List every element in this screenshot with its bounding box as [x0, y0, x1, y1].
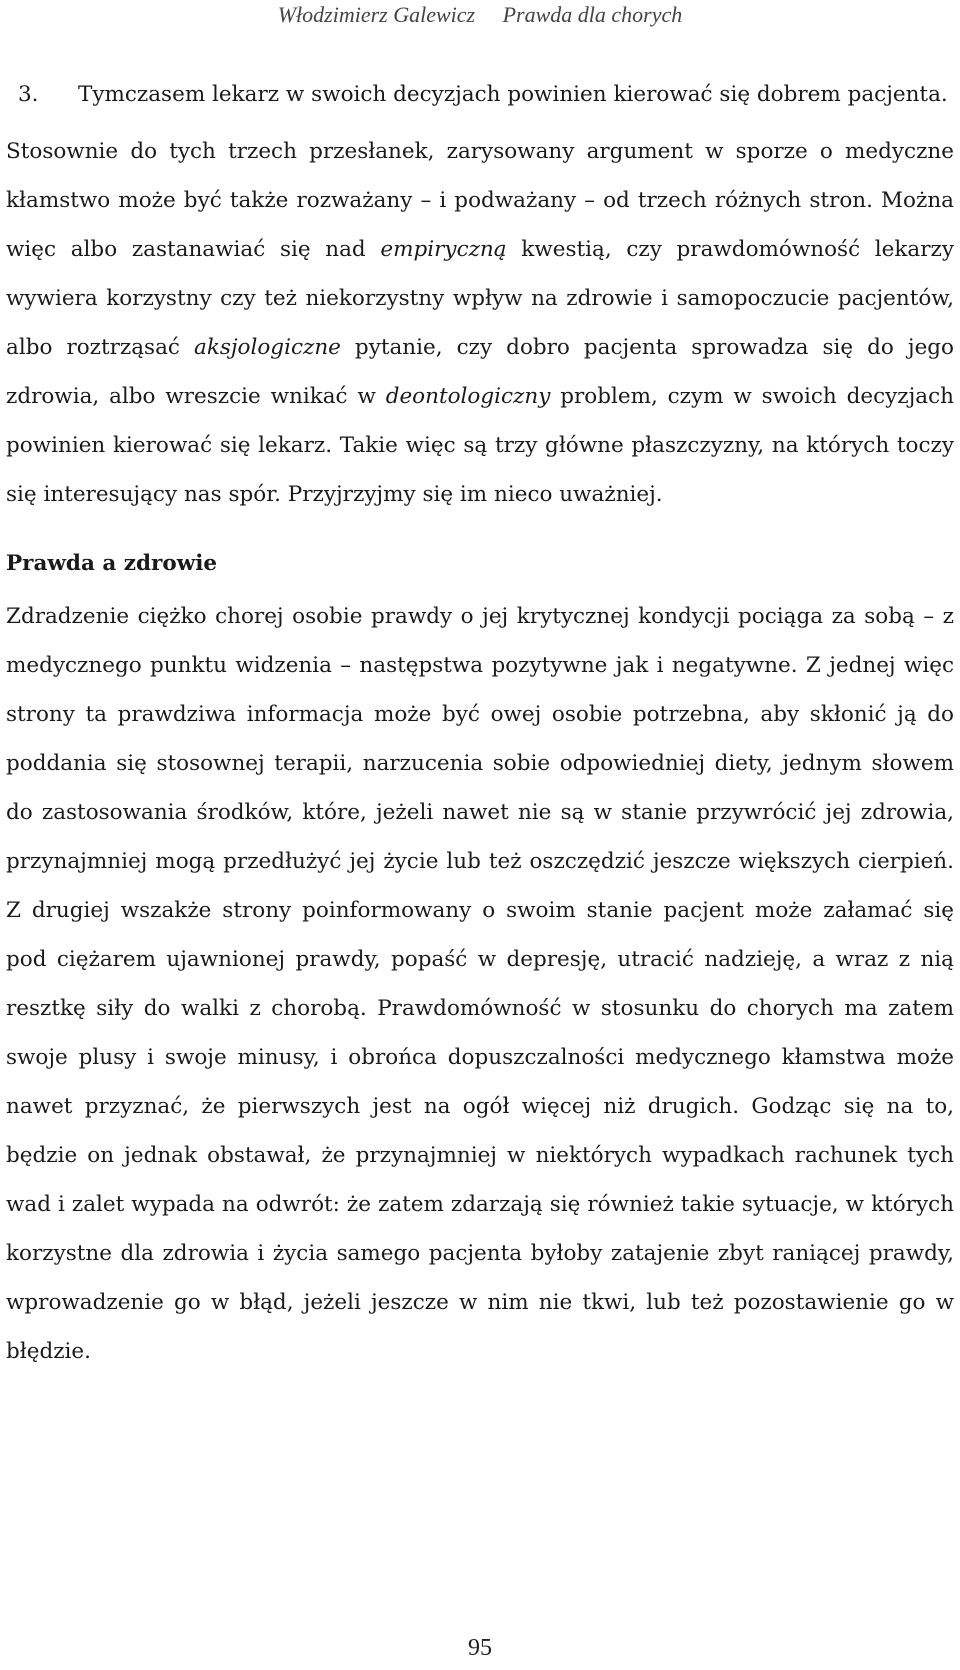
running-header [0, 2, 960, 28]
paragraph-1-text-3: pytanie, czy dobro pacjenta sprowadza się do jego zdrowia, albo wreszcie wnikać w [6, 335, 954, 409]
header-title: Prawda dla chorych [502, 2, 683, 27]
paragraph-1-text-1: Stosownie do tych trzech przesłanek, zarysowany argument w sporze o medyczne kłamstwo może być także rozważany – i podważany – od trzech różnych stron. Można więc albo zastanawiać się nad [6, 139, 954, 262]
paragraph-2: Zdradzenie ciężko chorej osobie prawdy o jej krytycznej kondycji pociąga za sobą – z medycznego punktu widzenia – następstwa pozytywne jak i negatywne. Z jednej więc strony ta prawdziwa informacja może być owej osobie potrzebna, aby skłonić ją do poddania się stosownej terapii, narzucenia sobie odpowiedniej diety, jednym słowem do zastosowania środków, które, jeżeli nawet nie są w stanie przywrócić jej zdrowia, przynajmniej mogą przedłużyć jej życie lub też oszczędzić jeszcze większych cierpień. Z drugiej wszakże strony poinformowany o swoim stanie pacjent może załamać się pod ciężarem ujawnionej prawdy, popaść w depresję, utracić nadzieję, a wraz z nią resztkę siły do walki z chorobą. Prawdomówność w stosunku do chorych ma zatem swoje plusy i swoje minusy, i obrońca dopuszczalności medycznego kłamstwa może nawet przyznać, że pierwszych jest na ogół więcej niż drugich. Godząc się na to, będzie on jednak obstawał, że przynajmniej w niektórych wypadkach rachunek tych wad i zalet wypada na odwrót: że zatem zdarzają się również takie sytuacje, w których korzystne dla zdrowia i życia samego pacjenta byłoby zatajenie zbyt raniącej prawdy, wprowadzenie go w błąd, jeżeli jeszcze w nim nie tkwi, lub też pozostawienie go w błędzie. [6, 604, 954, 1364]
list-item-text: Tymczasem lekarz w swoich decyzjach powinien kierować się dobrem pacjenta. [78, 82, 948, 107]
emphasis-empiryczna: empiryczną [380, 237, 507, 262]
list-item-number: 3. [18, 82, 39, 107]
paragraph-1 [6, 127, 954, 519]
page-content [6, 70, 954, 1376]
emphasis-deontologiczny: deontologiczny [385, 384, 551, 409]
section-heading: Prawda a zdrowie [6, 551, 218, 576]
page-number: 95 [468, 1635, 492, 1661]
paragraph-1-text-4: problem, czym w swoich decyzjach powinien kierować się lekarz. Takie więc są trzy główne płaszczyzny, na których toczy się interesujący nas spór. Przyjrzyjmy się im nieco uważniej. [6, 384, 954, 507]
emphasis-aksjologiczne: aksjologiczne [194, 335, 341, 360]
header-author: Włodzimierz Galewicz [277, 2, 476, 27]
paragraph-1-text-2: kwestią, czy prawdomówność lekarzy wywiera korzystny czy też niekorzystny wpływ na zdrowie i samopoczucie pacjentów, albo roztrząsać [6, 237, 954, 360]
list-item [6, 70, 954, 119]
